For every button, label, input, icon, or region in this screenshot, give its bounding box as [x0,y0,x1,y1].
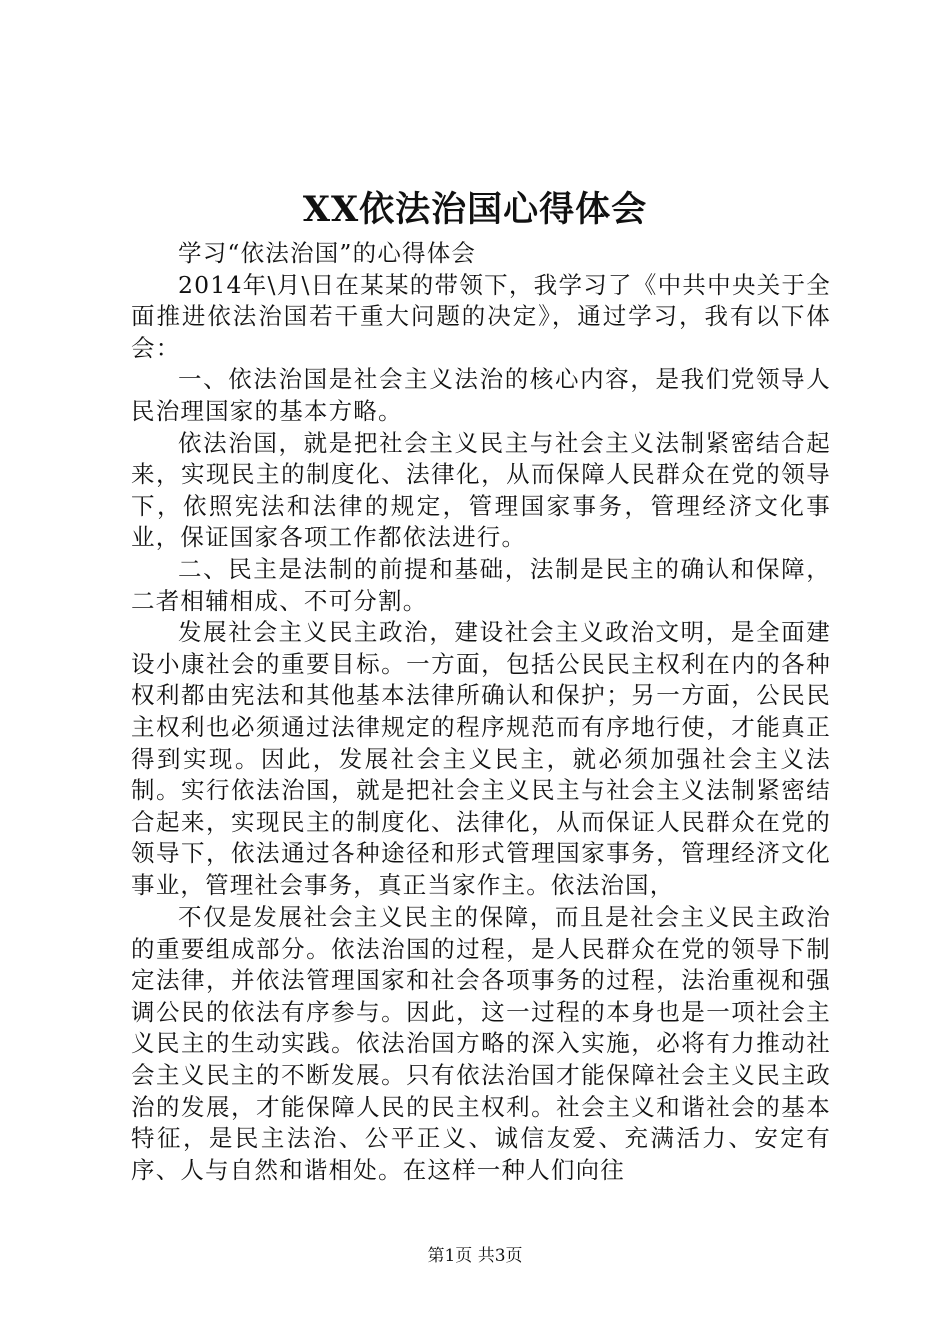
body-text-lower [131,902,831,1186]
subtitle-paragraph: 学习“依法治国”的心得体会 [178,239,477,267]
body-paragraph: 发展社会主义民主政治，建设社会主义政治文明，是全面建设小康社会的重要目标。一方面，包括公民民主权利在内的各种权利都由宪法和其他基本法律所确认和保护；另一方面，公民民主权利也必须通过法律规定的程序规范而有序地行使，才能真正得到实现。因此，发展社会主义民主，就必须加强社会主义法制。实行依法治国，就是把社会主义民主与社会主义法制紧密结合起来，实现民主的制度化、法律化，从而保证人民群众在党的领导下，依法通过各种途径和形式管理国家事务，管理经济文化事业，管理社会事务，真正当家作主。依法治国， [131,618,831,899]
point-one-heading: 一、依法治国是社会主义法治的核心内容，是我们党领导人民治理国家的基本方略。 [131,365,831,425]
intro-paragraph: 2014年\月\日在某某的带领下，我学习了《中共中央关于全面推进依法治国若干重大问题的决定》，通过学习，我有以下体会： [131,270,831,362]
page-footer: 第1页 共3页 [427,1246,523,1266]
body-text-upper [131,238,831,901]
body-paragraph: 依法治国，就是把社会主义民主与社会主义法制紧密结合起来，实现民主的制度化、法律化，从而保障人民群众在党的领导下，依照宪法和法律的规定，管理国家事务，管理经济文化事业，保证国家各项工作都依法进行。 [131,428,831,552]
point-two-heading: 二、民主是法制的前提和基础，法制是民主的确认和保障，二者相辅相成、不可分割。 [131,554,831,615]
document-title: XX依法治国心得体会 [302,189,648,230]
body-paragraph: 不仅是发展社会主义民主的保障，而且是社会主义民主政治的重要组成部分。依法治国的过程，是人民群众在党的领导下制定法律，并依法管理国家和社会各项事务的过程，法治重视和强调公民的依法有序参与。因此，这一过程的本身也是一项社会主义民主的生动实践。依法治国方略的深入实施，必将有力推动社会主义民主的不断发展。只有依法治国才能保障社会主义民主政治的发展，才能保障人民的民主权利。社会主义和谐社会的基本特征，是民主法治、公平正义、诚信友爱、充满活力、安定有序、人与自然和谐相处。在这样一种人们向往 [131,903,831,1184]
